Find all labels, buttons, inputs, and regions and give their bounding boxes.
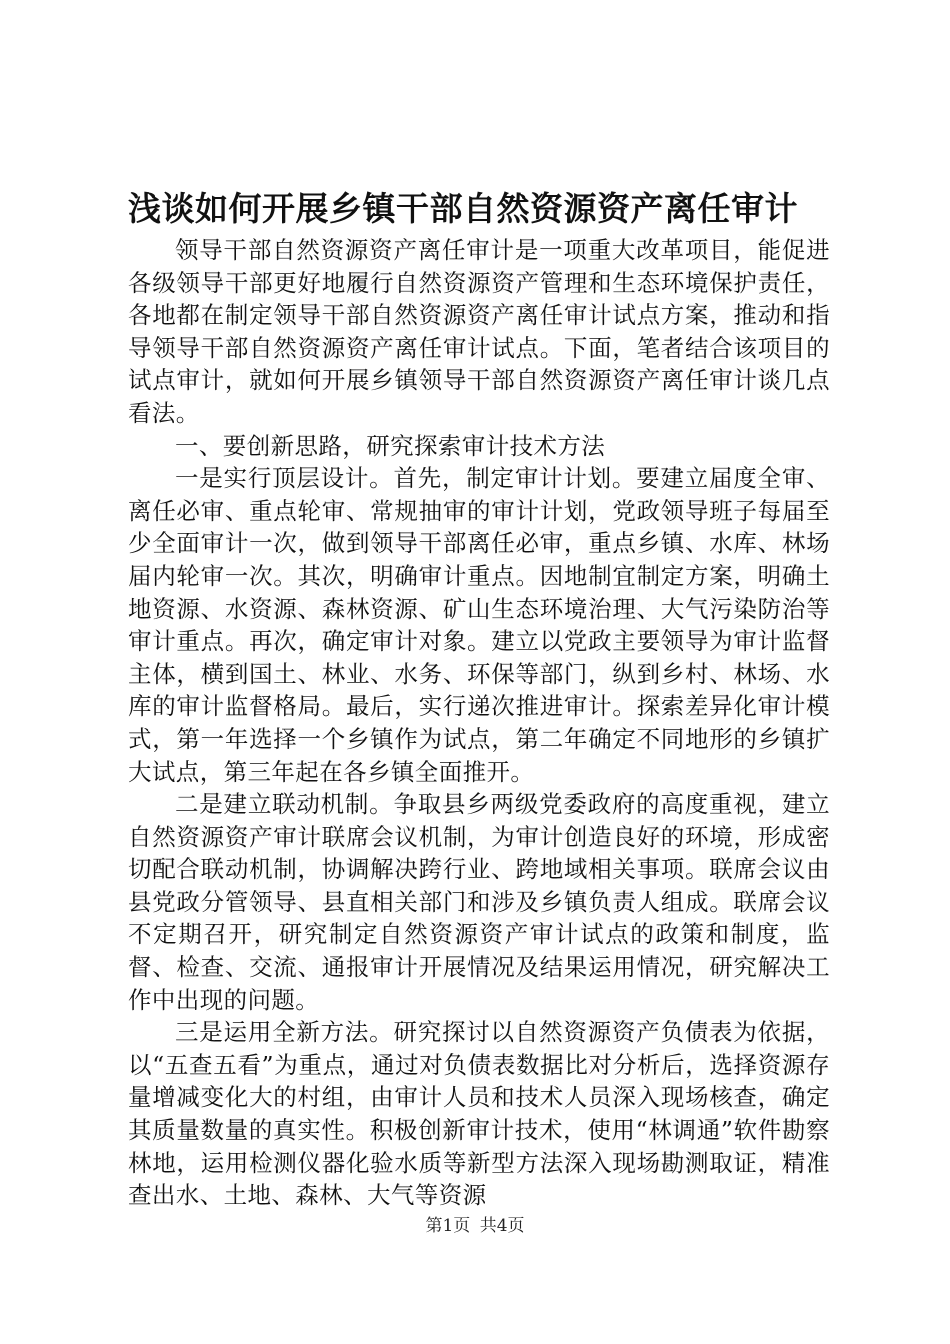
page-total: 共4页 [479,1216,525,1236]
document-body [128,234,830,1212]
page-footer [0,1214,950,1238]
paragraph-intro: 领导干部自然资源资产离任审计是一项重大改革项目，能促进各级领导干部更好地履行自然资源资产管理和生态环境保护责任，各地都在制定领导干部自然资源资产离任审计试点方案，推动和指导领导干部自然资源资产离任审计试点。下面，笔者结合该项目的试点审计，就如何开展乡镇领导干部自然资源资产离任审计谈几点看法。 [128,236,830,427]
paragraph-top-level-design: 一是实行顶层设计。首先，制定审计计划。要建立届度全审、离任必审、重点轮审、常规抽审的审计计划，党政领导班子每届至少全面审计一次，做到领导干部离任必审，重点乡镇、水库、林场届内轮审一次。其次，明确审计重点。因地制宜制定方案，明确土地资源、水资源、森林资源、矿山生态环境治理、大气污染防治等审计重点。再次，确定审计对象。建立以党政主要领导为审计监督主体，横到国土、林业、水务、环保等部门，纵到乡村、林场、水库的审计监督格局。最后，实行递次推进审计。探索差异化审计模式，第一年选择一个乡镇作为试点，第二年确定不同地形的乡镇扩大试点，第三年起在各乡镇全面推开。 [128,464,830,786]
section-heading-1: 一、要创新思路，研究探索审计技术方法 [175,431,606,460]
paragraph-new-methods: 三是运用全新方法。研究探讨以自然资源资产负债表为依据，以“五查五看”为重点，通过对负债表数据比对分析后，选择资源存量增减变化大的村组，由审计人员和技术人员深入现场核查，确定其质量数量的真实性。积极创新审计技术，使用“林调通”软件勘察林地，运用检测仪器化验水质等新型方法深入现场勘测取证，精准查出水、土地、森林、大气等资源 [128,1018,830,1210]
page-number: 第1页 [425,1216,471,1236]
document-title: 浅谈如何开展乡镇干部自然资源资产离任审计 [128,189,798,228]
paragraph-linkage-mechanism: 二是建立联动机制。争取县乡两级党委政府的高度重视，建立自然资源资产审计联席会议机制，为审计创造良好的环境，形成密切配合联动机制，协调解决跨行业、跨地域相关事项。联席会议由县党政分管领导、县直相关部门和涉及乡镇负责人组成。联席会议不定期召开，研究制定自然资源资产审计试点的政策和制度，监督、检查、交流、通报审计开展情况及结果运用情况，研究解决工作中出现的问题。 [128,790,830,1014]
